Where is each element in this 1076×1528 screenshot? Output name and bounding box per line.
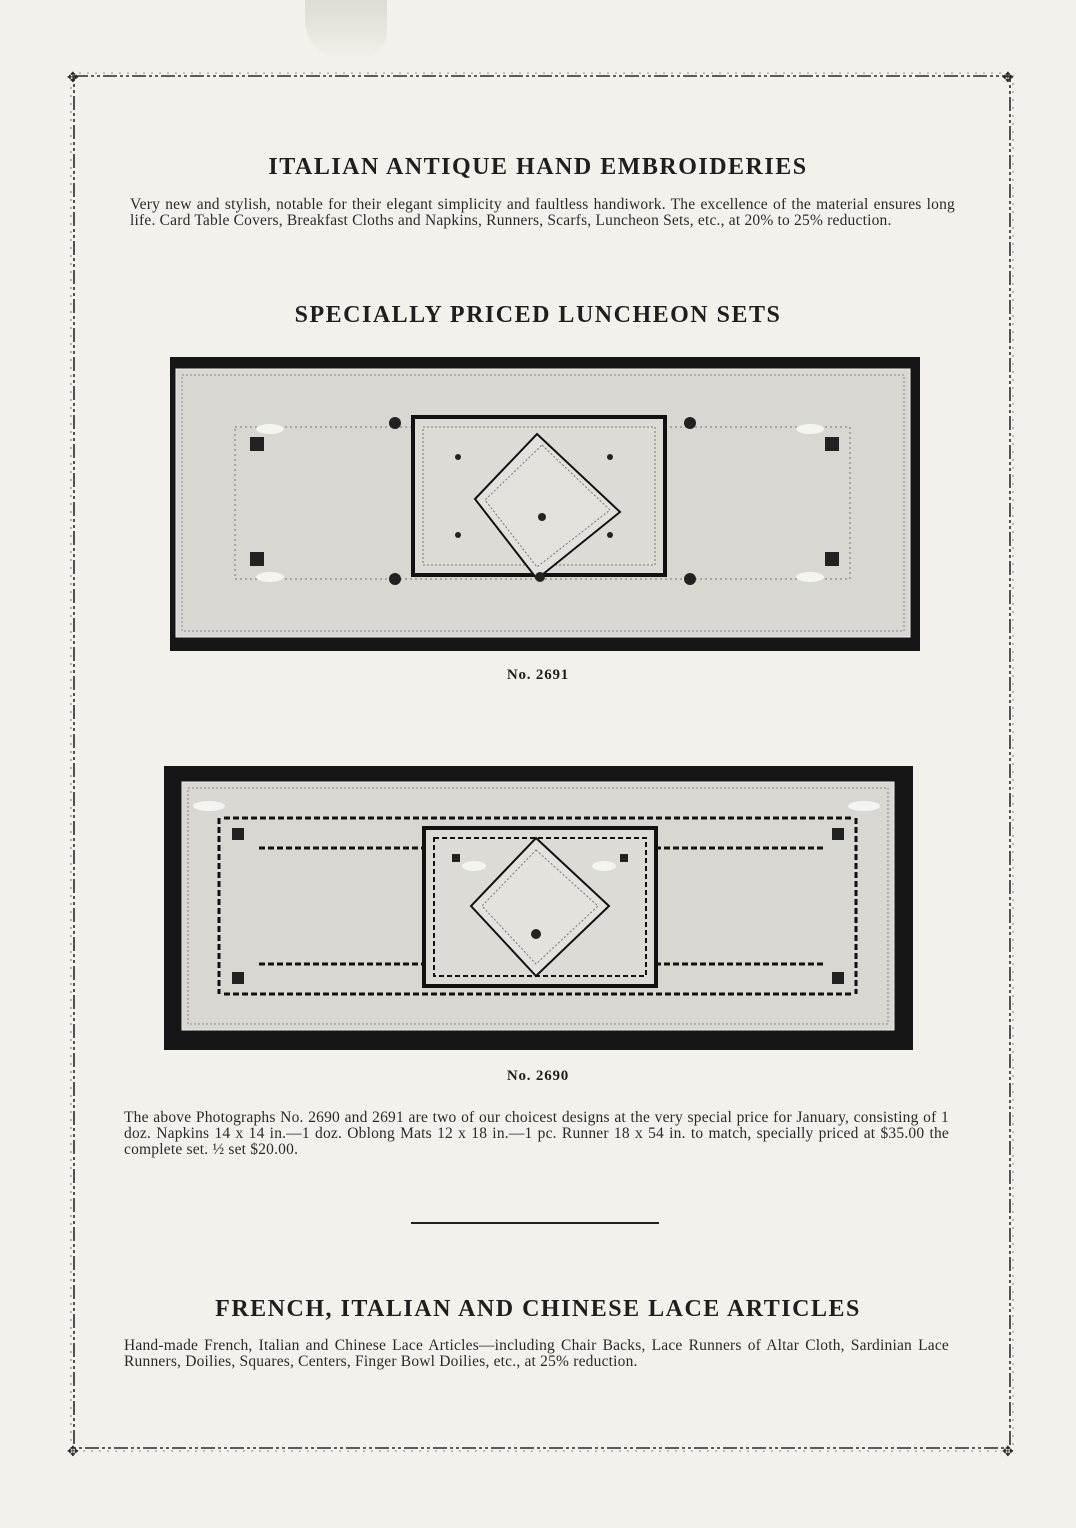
svg-text:✥: ✥ xyxy=(1002,70,1014,86)
photo-luncheon-set-2691 xyxy=(170,357,920,651)
decorative-border xyxy=(67,70,1014,1460)
svg-text:✥: ✥ xyxy=(67,70,79,86)
section-divider xyxy=(411,1222,659,1224)
photo-luncheon-set-2690 xyxy=(164,766,913,1050)
heading-luncheon-sets: SPECIALLY PRICED LUNCHEON SETS xyxy=(294,302,782,328)
heading-lace-articles: FRENCH, ITALIAN AND CHINESE LACE ARTICLES xyxy=(215,1296,861,1322)
heading-italian-embroideries: ITALIAN ANTIQUE HAND EMBROIDERIES xyxy=(268,154,808,180)
caption-2691: No. 2691 xyxy=(506,667,570,683)
paragraph-lace-articles: Hand-made French, Italian and Chinese Lace Articles—including Chair Backs, Lace Runners of Altar Cloth, Sardinian Lace Runners, Doilies, Squares, Centers, Finger Bowl Doilies, etc., at 25% reduction. xyxy=(124,1337,949,1370)
paper-tear xyxy=(305,0,387,60)
caption-2690: No. 2690 xyxy=(506,1068,570,1084)
paragraph-luncheon-pricing: The above Photographs No. 2690 and 2691 are two of our choicest designs at the very special price for January, consisting of 1 doz. Napkins 14 x 14 in.—1 doz. Oblong Mats 12 x 18 in.—1 pc. Runner 18 x 54 in. to match, specially priced at $35.00 the complete set. ½ set $20.00. xyxy=(124,1109,949,1158)
svg-text:✥: ✥ xyxy=(67,1444,79,1460)
svg-text:✥: ✥ xyxy=(1002,1444,1014,1460)
paragraph-italian-embroideries: Very new and stylish, notable for their elegant simplicity and faultless handiwork. The excellence of the material ensures long life. Card Table Covers, Breakfast Cloths and Napkins, Runners, Scarfs, Luncheon Sets, etc., at 20% to 25% reduction. xyxy=(130,196,955,229)
